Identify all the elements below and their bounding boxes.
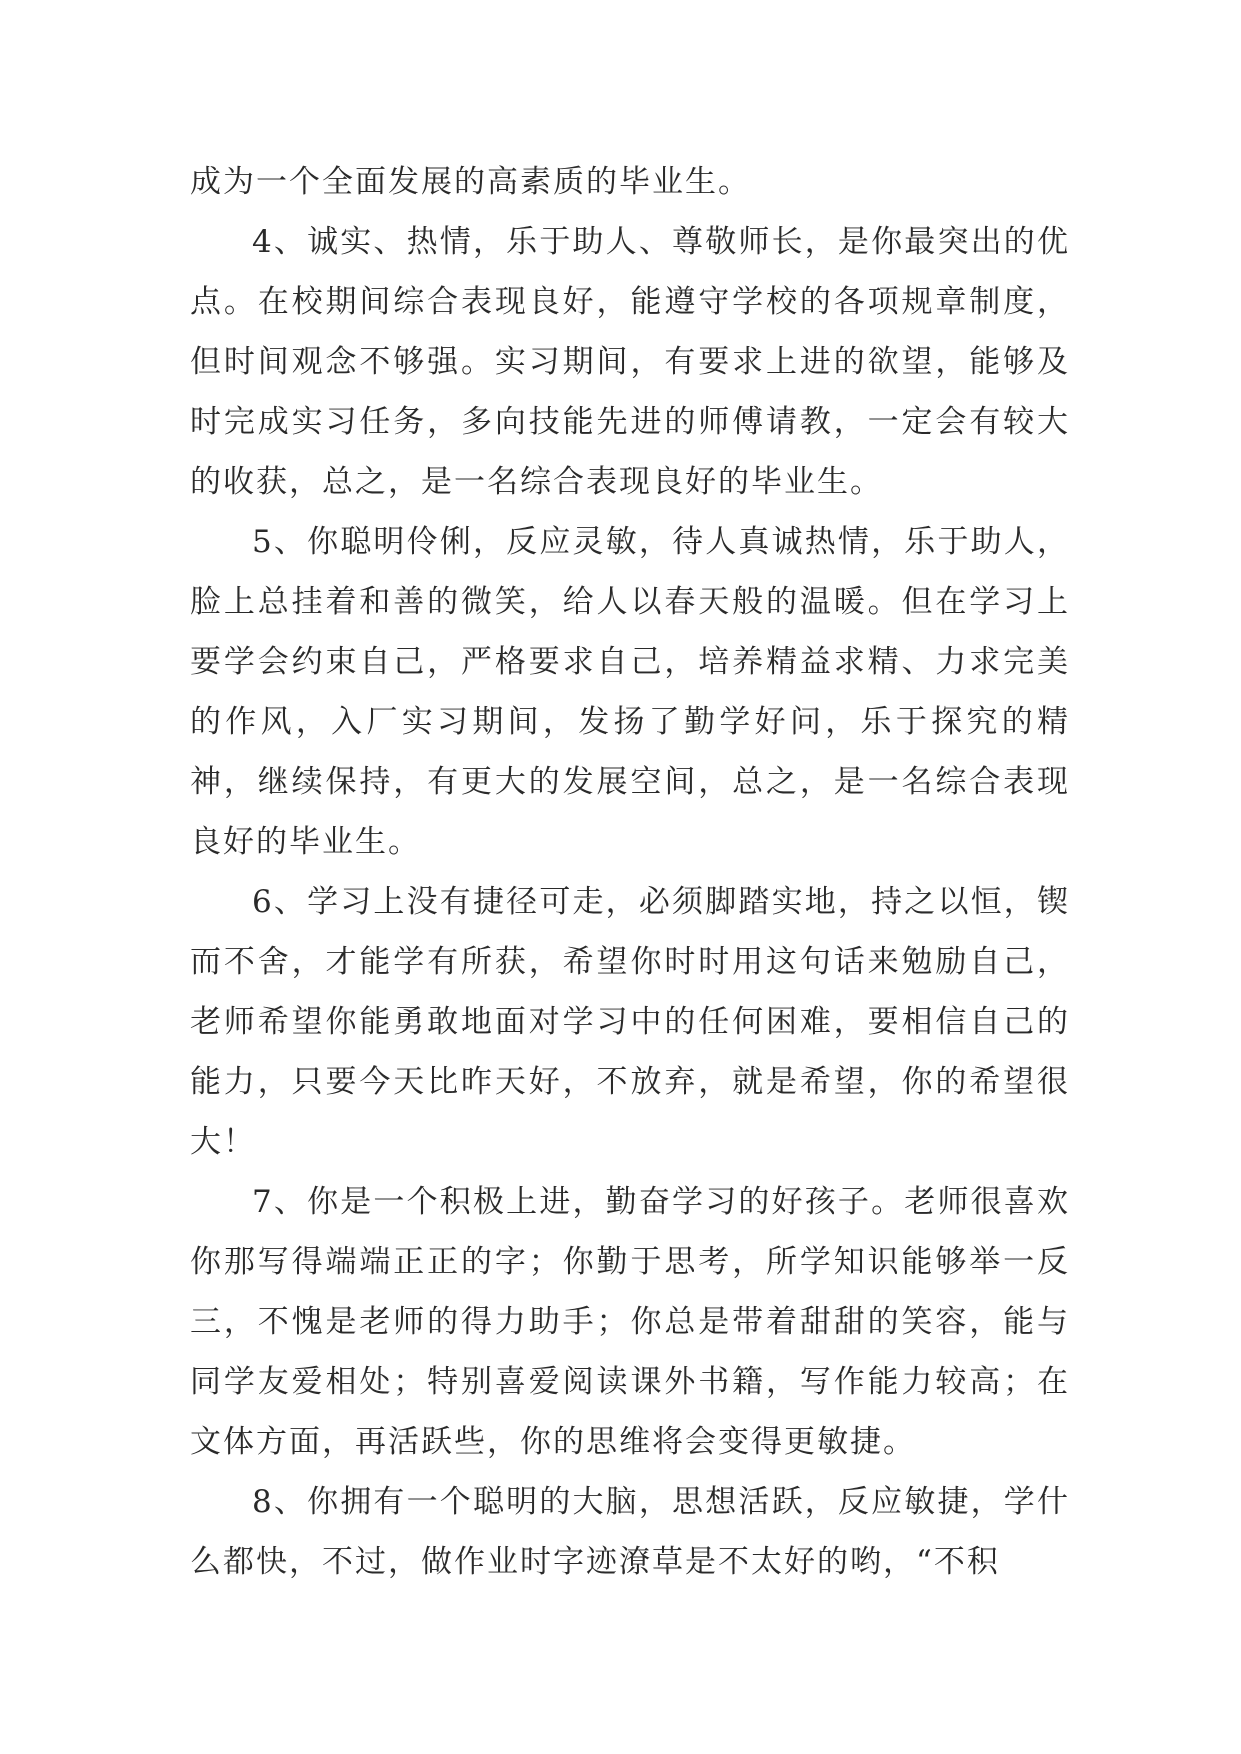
paragraph-comment-7: 7、你是一个积极上进，勤奋学习的好孩子。老师很喜欢你那写得端端正正的字；你勤于思考，所学知识能够举一反三，不愧是老师的得力助手；你总是带着甜甜的笑容，能与同学友爱相处；特别喜爱阅读课外书籍，写作能力较高；在文体方面，再活跃些，你的思维将会变得更敏捷。 xyxy=(190,1184,1070,1460)
document-body xyxy=(190,152,1070,1592)
paragraph-comment-5: 5、你聪明伶俐，反应灵敏，待人真诚热情，乐于助人，脸上总挂着和善的微笑，给人以春天般的温暖。但在学习上要学会约束自己，严格要求自己，培养精益求精、力求完美的作风，入厂实习期间，发扬了勤学好问，乐于探究的精神，继续保持，有更大的发展空间，总之，是一名综合表现良好的毕业生。 xyxy=(190,524,1070,860)
paragraph-continuation: 成为一个全面发展的高素质的毕业生。 xyxy=(190,164,751,200)
paragraph-comment-6: 6、学习上没有捷径可走，必须脚踏实地，持之以恒，锲而不舍，才能学有所获，希望你时时用这句话来勉励自己，老师希望你能勇敢地面对学习中的任何困难，要相信自己的能力，只要今天比昨天好，不放弃，就是希望，你的希望很大！ xyxy=(190,884,1070,1160)
paragraph-comment-8: 8、你拥有一个聪明的大脑，思想活跃，反应敏捷，学什么都快，不过，做作业时字迹潦草是不太好的哟，“不积 xyxy=(190,1484,1070,1580)
paragraph-comment-4: 4、诚实、热情，乐于助人、尊敬师长，是你最突出的优点。在校期间综合表现良好，能遵守学校的各项规章制度，但时间观念不够强。实习期间，有要求上进的欲望，能够及时完成实习任务，多向技能先进的师傅请教，一定会有较大的收获，总之，是一名综合表现良好的毕业生。 xyxy=(190,224,1070,500)
